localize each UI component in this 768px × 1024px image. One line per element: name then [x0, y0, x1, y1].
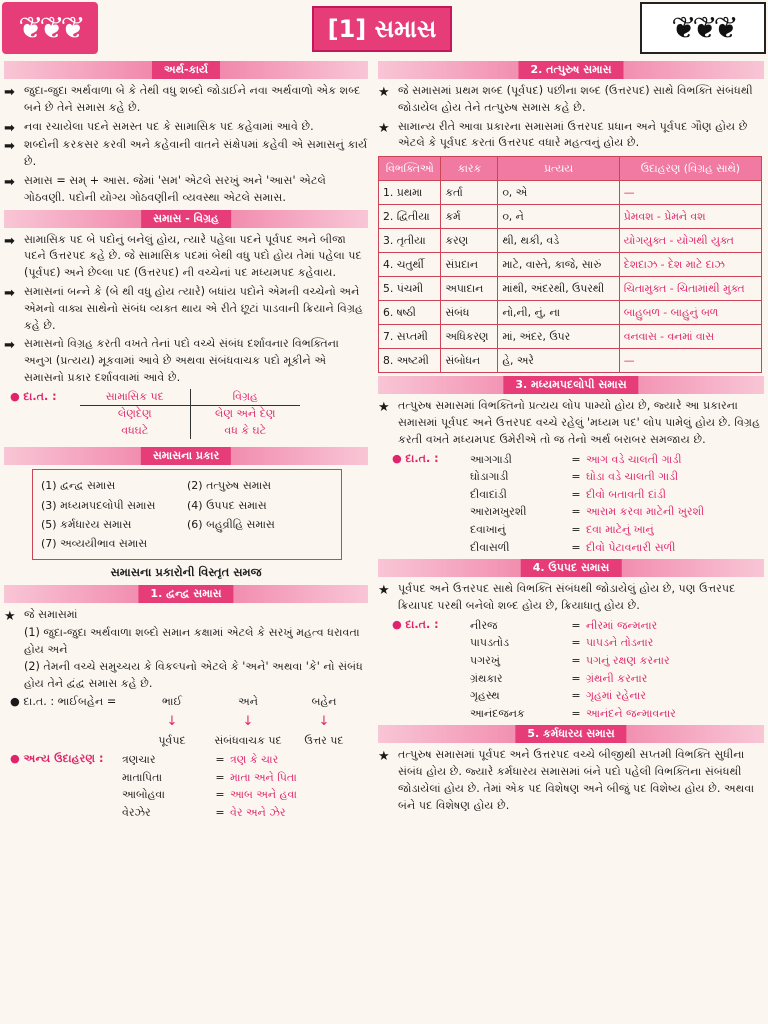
table-cell: સંપ્રદાન: [441, 253, 498, 277]
paragraph: ➡ સમાસનો વિગ્રહ કરતી વખતે તેનાં પદો વચ્ચે સંબંધ દર્શાવનાર વિભક્તિના અનુગ (પ્રત્યય) મૂકવામાં આવે છે અથવા સંબંધવાચક પદો મૂકીને એ સમાસનો પ્રકાર દર્શાવવામાં આવે છે.: [4, 337, 339, 384]
table-cell: 3. તૃતીયા: [379, 229, 441, 253]
star-icon: ★: [378, 85, 390, 100]
table-cell: અપાદાન: [441, 277, 498, 301]
table-cell: ચિતામુક્ત - ચિતામાંથી મુક્ત: [619, 277, 761, 301]
paragraph: (2) તેમની વચ્ચે સમુચ્ચય કે વિકલ્પનો એટલે કે 'અને' અથવા 'કે' નો સંબંધ હોય તેને દ્વંદ્વ સમાસ કહે છે.: [24, 659, 363, 690]
star-icon: ★: [378, 120, 390, 136]
type-item: (7) અવ્યયીભાવ સમાસ: [41, 537, 148, 550]
example-row: દીવાસળી = દીવો પેટાવનારી સળી: [470, 540, 676, 554]
example-row: દવાખાનું = દવા માટેનું ખાનું: [470, 522, 654, 536]
table-cell: કર્તા: [441, 181, 498, 205]
arrow-icon: ➡: [4, 120, 15, 136]
flow-top: ભાઈ અને બહેન: [162, 695, 337, 709]
table-cell: 8. અષ્ટમી: [379, 349, 441, 373]
type-item: (3) મધ્યમપદલોપી સમાસ: [41, 498, 156, 512]
type-item: (6) બહુવ્રીહિ સમાસ: [187, 517, 275, 531]
table-cell: યોગયુક્ત - યોગથી યુક્ત: [619, 229, 761, 253]
vigrah-example: [4, 389, 368, 440]
table-cell: 1. પ્રથમા: [379, 181, 441, 205]
example-row: ઘોડાગાડી = ઘોડા વડે ચાલતી ગાડી: [470, 470, 679, 484]
section-banner-tatpurush: 2. તત્પુરુષ સમાસ: [378, 61, 764, 79]
bullet-icon: ●: [10, 695, 20, 709]
arrow-icon: ➡: [4, 233, 15, 249]
table-cell: દેશદાઝ - દેશ માટે દાઝ: [619, 253, 761, 277]
example-row: આગગાડી = આગ વડે ચાલતી ગાડી: [470, 452, 682, 466]
type-item: (2) તત્પુરુષ સમાસ: [187, 479, 272, 493]
paragraph: ★ સામાન્ય રીતે આવા પ્રકારના સમાસમાં ઉત્તરપદ પ્રધાન અને પૂર્વપદ ગૌણ હોય છે એટલે કે પૂર્વપદ કરતાં ઉત્તરપદ વધારે મહત્વનું હોય છે.: [378, 119, 748, 150]
paragraph: ★ તત્પુરુષ સમાસમાં વિભક્તિનો પ્રત્યય લોપ પામ્યો હોય છે, જ્યારે આ પ્રકારના સમાસમાં પૂર્વપદ અને ઉત્તરપદ વચ્ચે રહેલું 'મધ્યમ પદ' લોપ પામેલું હોય છે. વિગ્રહ કરતી વખતે મધ્યમપદ ઉમેરીએ તો જ તેનો અર્થ બરાબર સમજાય છે.: [378, 399, 761, 446]
bullet-icon: ●: [392, 451, 402, 465]
table-header: વિભક્તિઓ કારક પ્રત્યય ઉદાહરણ (વિગ્રહ સાથે): [379, 157, 762, 181]
ornament-right-icon: ❦❦❦: [640, 2, 766, 54]
paragraph: ➡ સમાસનાં બન્ને કે (બે થી વધુ હોય ત્યારે) બધાંય પદોને એમની વચ્ચેનો અને એમનો વાક્ય સાથેનો સંબંધ વ્યક્ત થાય એ રીતે છૂટાં પાડવાની ક્રિયાને વિગ્રહ કહે છે.: [4, 284, 363, 332]
case-table: [378, 156, 762, 373]
paragraph: ★ જે સમાસમાં: [4, 607, 368, 624]
uppad-examples: ● દા.ત. : નીરજ = નીરમાં જન્મનાર પાપડતોડ = પાપડને તોડનાર પગરખું = પગનું રક્ષણ કરનાર ગ્રંથકાર = ગ્રંથની કરનાર ગૃહસ્થ = ગૃહમાં રહેનાર આનંદજનક = આનંદને જન્માવનાર: [378, 617, 764, 723]
section-banner-meaning: અર્થ-કાર્ય: [4, 61, 368, 79]
example-row: પાપડતોડ = પાપડને તોડનાર: [470, 636, 654, 650]
example-row: ત્રણચાર = ત્રણ કે ચાર: [122, 753, 279, 767]
example-row: નીરજ = નીરમાં જન્મનાર: [470, 618, 658, 632]
paragraph: ★ તત્પુરુષ સમાસમાં પૂર્વપદ અને ઉત્તરપદ વચ્ચે બીજીથી સપ્તમી વિભક્તિ સુધીના સંબંધ હોય છે. જ્યારે કર્મધારય સમાસમાં બંને પદો પહેલી વિભક્તિના સંબંધથી જોડાયેલાં હોય છે. તેમાં એક પદ વિશેષણ અને બીજું પદ વિશેષ્ય હોય છે. અથવા બંને પદ વિશેષણ હોય છે.: [378, 748, 755, 812]
example-label: દા.ત. :: [23, 389, 57, 403]
table-row: [379, 205, 762, 229]
type-item: (4) ઉપપદ સમાસ: [187, 498, 267, 512]
flow-arrows: [4, 711, 368, 733]
section-banner-madhyampadlopi: 3. મધ્યમપદલોપી સમાસ: [378, 376, 764, 394]
left-column: [4, 58, 368, 822]
vigrah-table: સામાસિક પદ વિગ્રહ લેણદેણ લેણ અને દેણ વધઘટે વધ કે ઘટે: [80, 389, 300, 440]
table-cell: બાહુબળ - બાહુનું બળ: [619, 301, 761, 325]
paragraph: ➡ જુદા-જુદા અર્થવાળા બે કે તેથી વધુ શબ્દો જોડાઈને નવા અર્થવાળો એક શબ્દ બને છે તેને સમાસ કહે છે.: [4, 84, 361, 114]
arrow-icon: ➡: [4, 285, 15, 301]
table-cell: થી, થકી, વડે: [498, 229, 619, 253]
arrow-icon: ➡: [4, 338, 15, 354]
table-row: [379, 349, 762, 373]
table-cell: —: [619, 349, 761, 373]
table-cell: 7. સપ્તમી: [379, 325, 441, 349]
madhyampad-examples: ● દા.ત. : આગગાડી = આગ વડે ચાલતી ગાડી ઘોડાગાડી = ઘોડા વડે ચાલતી ગાડી દીવાદાંડી = દીવો બતાવતી દાંડી આરામખુરશી = આરામ કરવા માટેની ખુરશી દવાખાનું = દવા માટેનું ખાનું દીવાસળી = દીવો પેટાવનારી સળી: [378, 451, 764, 557]
table-row: [379, 253, 762, 277]
table-cell: 4. ચતુર્થી: [379, 253, 441, 277]
example-row: ગૃહસ્થ = ગૃહમાં રહેનાર: [470, 689, 646, 703]
example-row: આબોહવા = આબ અને હવા: [122, 788, 297, 802]
section-banner-karmadharay: 5. કર્મધારય સમાસ: [378, 725, 764, 743]
table-cell: અધિકરણ: [441, 325, 498, 349]
star-icon: ★: [4, 608, 16, 624]
paragraph: (1) જુદા-જુદા અર્થવાળા શબ્દો સમાન કક્ષામાં એટલે કે સરખું મહત્વ ધરાવતા હોય અને: [24, 626, 360, 657]
table-cell: પ્રેમવશ - પ્રેમને વશ: [619, 205, 761, 229]
arrow-down-icon: ↓: [318, 713, 330, 729]
table-cell: સંબોધન: [441, 349, 498, 373]
table-cell: હે, અરે: [498, 349, 619, 373]
table-cell: સંબંધ: [441, 301, 498, 325]
table-cell: કરણ: [441, 229, 498, 253]
section-banner-dvandva: 1. દ્વન્દ્વ સમાસ: [4, 585, 368, 603]
table-cell: 2. દ્વિતીયા: [379, 205, 441, 229]
section-banner-types: સમાસના પ્રકાર: [4, 447, 368, 465]
bullet-icon: ●: [10, 752, 20, 766]
example-row: વેરઝેર = વેર અને ઝેર: [122, 806, 286, 820]
table-cell: ૦, એ: [498, 181, 619, 205]
table-row: [379, 325, 762, 349]
arrow-icon: ➡: [4, 85, 15, 100]
right-column: [378, 58, 764, 816]
paragraph: ★ પૂર્વપદ અને ઉત્તરપદ સાથે વિભક્તિ સંબંધથી જોડાયેલું હોય છે, પણ ઉત્તરપદ ક્રિયાપદ પરથી બનેલો શબ્દ હોય છે, ક્રિયાધાતુ હોય છે.: [378, 582, 736, 612]
table-row: [379, 229, 762, 253]
paragraph: ➡ શબ્દોની કરકસર કરવી અને કહેવાની વાતને સંક્ષેપમાં કહેવી એ સમાસનું કાર્ય છે.: [4, 138, 368, 169]
example-row: દીવાદાંડી = દીવો બતાવતી દાંડી: [470, 487, 667, 501]
table-cell: 5. પંચમી: [379, 277, 441, 301]
example-row: ગ્રંથકાર = ગ્રંથની કરનાર: [470, 671, 648, 685]
star-icon: ★: [378, 400, 390, 416]
arrow-icon: ➡: [4, 174, 15, 190]
detail-heading: સમાસના પ્રકારોની વિસ્તૃત સમજ: [110, 565, 262, 580]
type-item: (5) કર્મધારય સમાસ: [41, 517, 132, 531]
table-cell: વનવાસ - વનમાં વાસ: [619, 325, 761, 349]
table-cell: 6. ષષ્ઠી: [379, 301, 441, 325]
paragraph: ➡ નવા રચાયેલા પદને સમસ્ત પદ કે સામાસિક પદ કહેવામાં આવે છે.: [4, 119, 368, 136]
table-cell: નો,ની, નું, ના: [498, 301, 619, 325]
dvandva-examples: ● અન્ય ઉદાહરણ : ત્રણચાર = ત્રણ કે ચાર માતાપિતા = માતા અને પિતા આબોહવા = આબ અને હવા વેરઝેર = વેર અને ઝેર: [4, 751, 368, 821]
bullet-icon: ●: [10, 389, 20, 403]
arrow-down-icon: ↓: [242, 713, 254, 729]
types-box: [32, 469, 342, 560]
paragraph: ★ જે સમાસમાં પ્રથમ શબ્દ (પૂર્વપદ) પછીના શબ્દ (ઉત્તરપદ) સાથે વિભક્તિ સંબંધથી જોડાયેલ હોય તેને તત્પુરુષ સમાસ કહે છે.: [378, 84, 753, 114]
table-cell: —: [619, 181, 761, 205]
example-row: આનંદજનક = આનંદને જન્માવનાર: [470, 706, 676, 720]
bullet-icon: ●: [392, 617, 402, 631]
type-item: (1) દ્વન્દ્વ સમાસ: [41, 479, 116, 493]
flow-bottom: પૂર્વપદ સંબંધવાચક પદ ઉત્તર પદ: [158, 733, 344, 747]
section-banner-uppad: 4. ઉપપદ સમાસ: [378, 559, 764, 577]
table-cell: માટે, વાસ્તે, કાજે, સારું: [498, 253, 619, 277]
section-banner-vigrah: સમાસ - વિગ્રહ: [4, 210, 368, 228]
table-cell: ૦, ને: [498, 205, 619, 229]
example-row: આરામખુરશી = આરામ કરવા માટેની ખુરશી: [470, 505, 705, 519]
ornament-left-icon: ❦❦❦: [2, 2, 98, 54]
page-title: [1] સમાસ: [312, 6, 452, 52]
table-cell: માં, અંદર, ઉપર: [498, 325, 619, 349]
table-cell: કર્મ: [441, 205, 498, 229]
paragraph: ➡ સમાસ = સમ્ + આસ. જેમાં 'સમ' એટલે સરખું અને 'આસ' એટલે ગોઠવણી. પદોની યોગ્ય ગોઠવણીની વ્યવસ્થા એટલે સમાસ.: [4, 173, 326, 204]
table-row: [379, 301, 762, 325]
arrow-down-icon: ↓: [166, 713, 178, 729]
example-row: માતાપિતા = માતા અને પિતા: [122, 770, 297, 784]
star-icon: ★: [378, 749, 390, 765]
table-cell: માંથી, અંદરથી, ઉપરથી: [498, 277, 619, 301]
paragraph: ➡ સામાસિક પદ બે પદોનું બનેલું હોય, ત્યારે પહેલા પદને પૂર્વપદ અને બીજા પદને ઉત્તરપદ કહે છે. જે સામાસિક પદમાં બેથી વધુ પદો હોય તેમાં પહેલા પદ (પૂર્વપદ) અને છેલ્લા પદ (ઉત્તરપદ) ની વચ્ચેનાં પદ મધ્યમપદ કહેવાય.: [4, 232, 362, 280]
arrow-icon: ➡: [4, 139, 15, 155]
star-icon: ★: [378, 583, 390, 599]
page-header: [0, 0, 768, 56]
table-row: [379, 181, 762, 205]
example-row: પગરખું = પગનું રક્ષણ કરનાર: [470, 653, 670, 667]
table-row: [379, 277, 762, 301]
dvandva-flow-example: ● દા.ત. : ભાઈબહેન =: [10, 695, 117, 709]
